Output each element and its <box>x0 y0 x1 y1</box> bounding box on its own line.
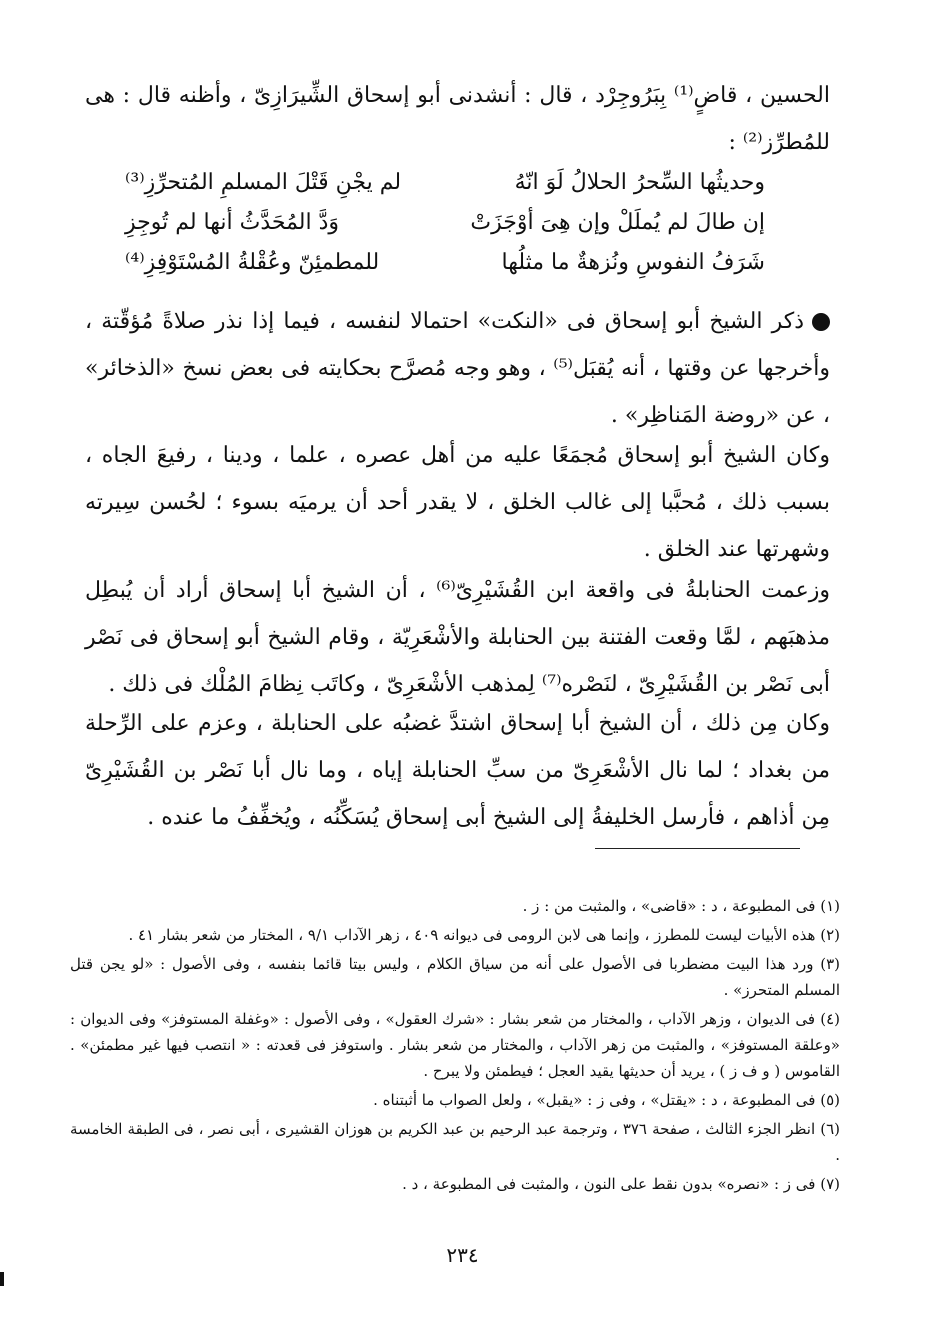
consensus-paragraph: وكان الشيخ أبو إسحاق مُجمَعًا عليه من أهل عصره ، علما ، ودينا ، رفيعَ الجاه ، بسبب ذلك ، مُحبَّبا إلى غالب الخلق ، لا يقدر أحد أن يرميَه بسوء ؛ لحُسن سِيرته وشهرتها عند الخلق . <box>85 443 830 562</box>
poem-verse-1 <box>125 163 765 203</box>
footnote-7: (٧) فى ز : «نصره» بدون نقط على النون ، والمثبت فى المطبوعة ، د . <box>402 1175 840 1193</box>
verse-1-second-hemistich: لم يجْنِ قَتْلَ المسلمِ المُتحرِّزِ⁽³⁾ <box>125 170 402 195</box>
footnote-separator <box>595 848 800 849</box>
footnote-2: (٢) هذه الأبيات ليست للمطرز ، وإنما هى لابن الرومى فى ديوانه ٤٠٩ ، زهر الآداب ٩/١ ، المختار من شعر بشار ٤١ . <box>128 926 840 944</box>
verse-1-first-hemistich: وحديثُها السِّحرُ الحلالُ لَوَ انّهُ <box>514 170 765 195</box>
footnote-4: (٤) فى الديوان ، وزهر الآداب ، والمختار من شعر بشار : «شرك العقول» ، وفى الأصول : «وغفلة المستوفز» وفى الديوان : «وعلقة المستوفز» ، والمثبت من زهر الآداب ، والمختار من شعر بشار . واستوفز فى قعدته : « انتصب فيها غير مطمئن» . القاموس ( و ف ز ) ، يريد أن حديثها يقيد العجل ؛ فيطمئن ولا يبرح . <box>70 1010 840 1080</box>
verse-2-second-hemistich: وَدَّ المُحَدَّثُ أنها لم تُوجِزِ <box>125 210 340 235</box>
hanabila-paragraph: وزعمت الحنابلةُ فى واقعة ابن القُشَيْرِىّ⁽⁶⁾ ، أن الشيخ أبا إسحاق أراد أن يُبطِل مذهبَهم ، لمَّا وقعت الفتنة بين الحنابلة والأشْعَرِيّة ، وقام الشيخ أبو إسحاق فى نَصْر أبى نَصْر بن القُشَيْرِىّ ، لنَصْره⁽⁷⁾ لِمذهب الأشْعَرِىّ ، وكاتَب نِظامَ المُلْك فى ذلك . <box>85 578 830 697</box>
nukat-paragraph <box>85 298 830 439</box>
scan-edge-mark <box>0 1272 4 1286</box>
footnote-6: (٦) انظر الجزء الثالث ، صفحة ٣٧٦ ، وترجمة عبد الرحيم بن عبد الكريم بن هوزان القشيرى ، أبى نصر ، فى الطبقة الخامسة . <box>70 1120 840 1164</box>
footnote-5: (٥) فى المطبوعة ، د : «يقتل» ، وفى ز : «يقبل» ، ولعل الصواب ما أثبتناه . <box>373 1091 840 1109</box>
footnotes <box>70 893 840 1200</box>
poem-verse-3 <box>125 243 765 283</box>
section-bullet-icon <box>812 313 830 331</box>
poem-verse-2 <box>125 203 765 243</box>
footnote-1: (١) فى المطبوعة ، د : «قاضى» ، والمثبت من : ز . <box>522 897 840 915</box>
opening-paragraph: الحسين ، قاضٍ⁽¹⁾ بِبَرُوجِرْد ، قال : أنشدنى أبو إسحاق الشِّيرَازِىّ ، وأظنه قال : هى للمُطرِّز⁽²⁾ : <box>85 83 830 155</box>
anger-paragraph: وكان مِن ذلك ، أن الشيخ أبا إسحاق اشتدَّ غضبُه على الحنابلة ، وعزم على الرِّحلة من بغداد ؛ لما نال الأشْعَرِىّ من سبِّ الحنابلة إياه ، وما نال أبا نَصْر بن القُشَيْرِىّ مِن أذاهم ، فأرسل الخليفةُ إلى الشيخ أبى إسحاق يُسَكِّنُه ، ويُخفِّفُ ما عنده . <box>85 711 830 830</box>
verse-3-second-hemistich: للمطمئِنّ وعُقْلةُ المُسْتَوْفِزِ⁽⁴⁾ <box>125 250 380 275</box>
verse-3-first-hemistich: شَرَفُ النفوسِ ونُزهةٌ ما مثلُها <box>501 250 765 275</box>
page-number: ٢٣٤ <box>446 1243 479 1267</box>
nukat-paragraph-text: ذكر الشيخ أبو إسحاق فى «النكت» احتمالا لنفسه ، فيما إذا نذر صلاةً مُؤقّتة ، وأخرجها عن وقتها ، أنه يُقبَل⁽⁵⁾ ، وهو وجه مُصرَّح بحكايته فى بعض نسخ «الذخائر» ، عن «روضة المَناظِر» . <box>85 309 831 428</box>
verse-2-first-hemistich: إن طالَ لم يُملَلْ وإن هِىَ أوْجَزَتْ <box>470 210 765 235</box>
footnote-3: (٣) ورد هذا البيت مضطربا فى الأصول على أنه من سياق الكلام ، وليس بيتا قائما بنفسه ، وفى الأصول : «لو يجن قتل المسلم المتحرز» . <box>70 955 840 999</box>
